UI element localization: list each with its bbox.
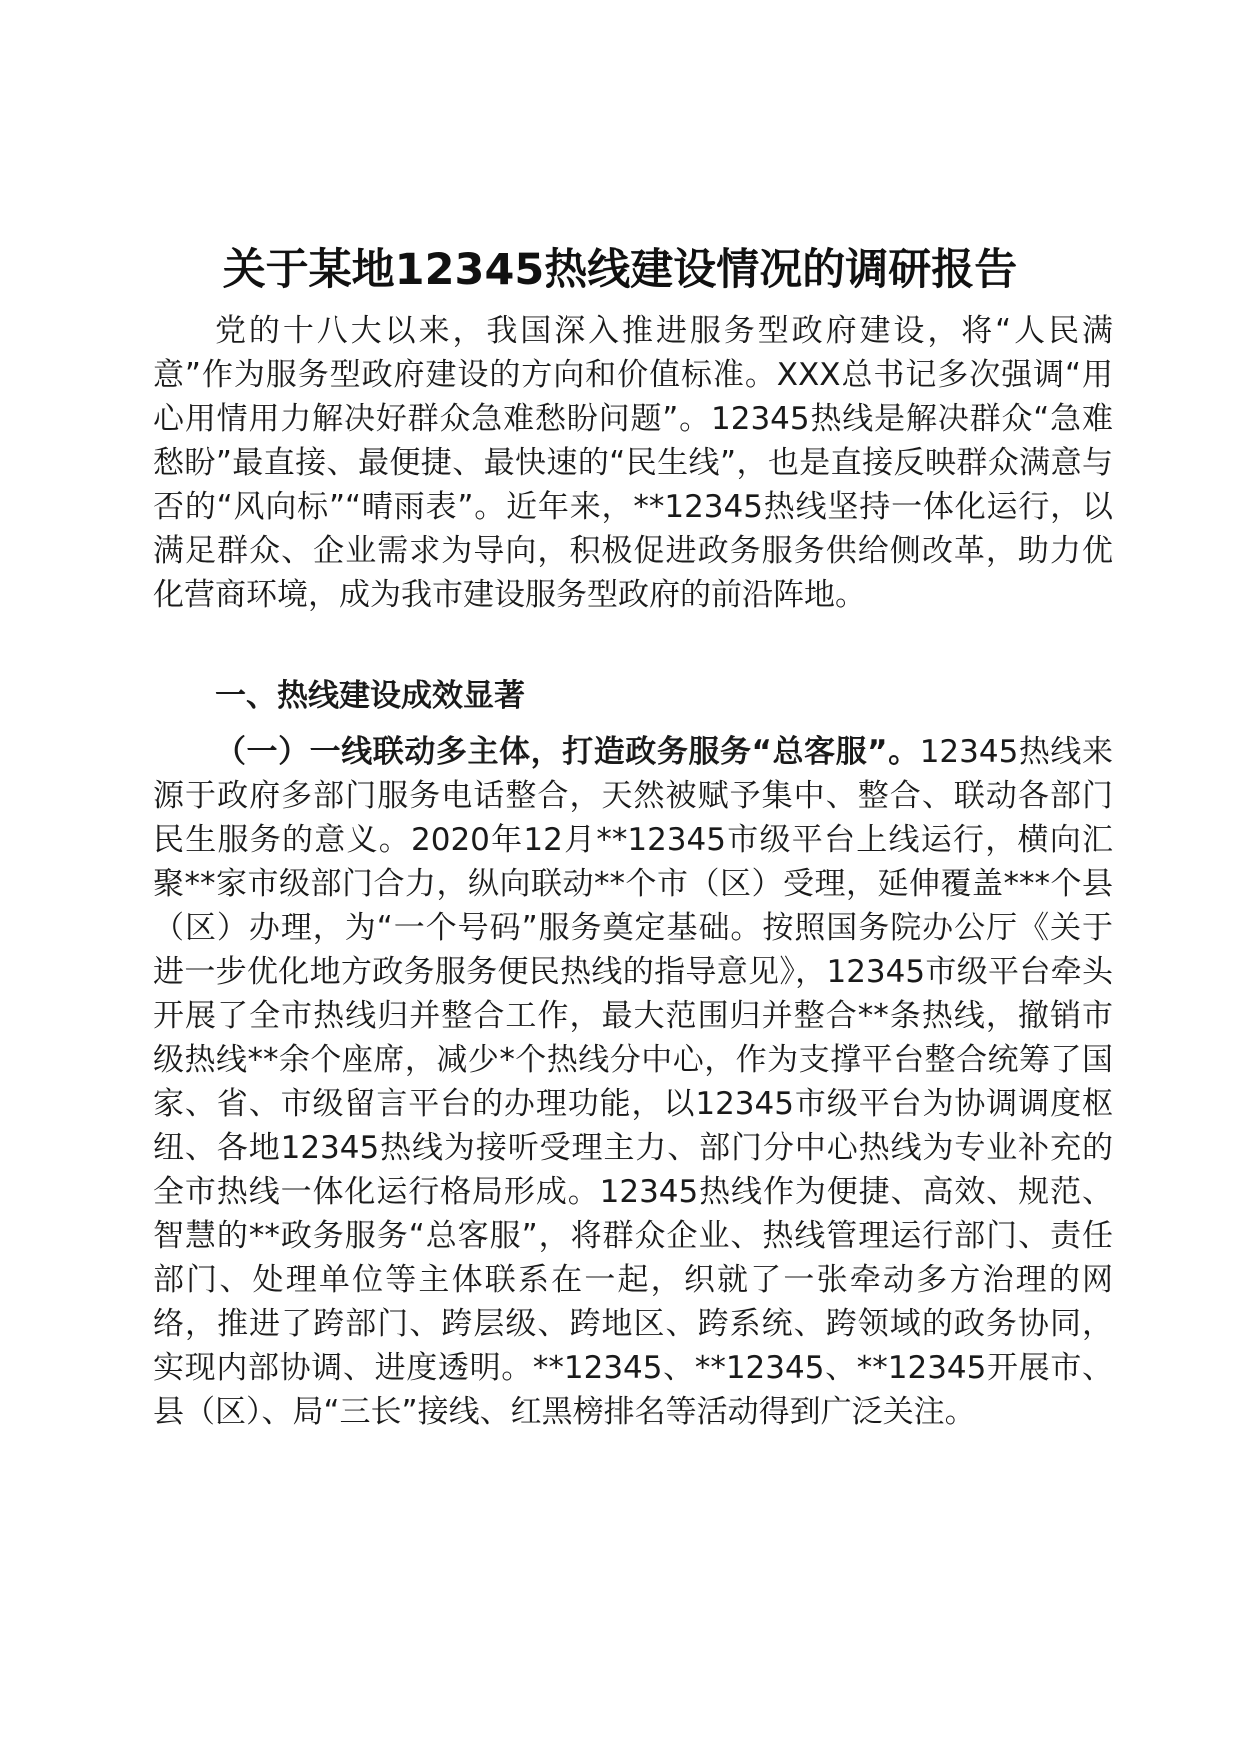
document-title: 关于某地12345热线建设情况的调研报告: [222, 245, 1018, 295]
subsection-lead-1: （一）一线联动多主体，打造政务服务“总客服”。: [215, 734, 920, 770]
subsection-paragraph-1: [153, 730, 1113, 1434]
section-heading-1: 一、热线建设成效显著: [215, 678, 525, 714]
intro-paragraph: 党的十八大以来，我国深入推进服务型政府建设，将“人民满意”作为服务型政府建设的方向和价值标准。XXX总书记多次强调“用心用情用力解决好群众急难愁盼问题”。12345热线是解决群众“急难愁盼”最直接、最便捷、最快速的“民生线”，也是直接反映群众满意与否的“风向标”“晴雨表”。近年来，**12345热线坚持一体化运行，以满足群众、企业需求为导向，积极促进政务服务供给侧改革，助力优化营商环境，成为我市建设服务型政府的前沿阵地。: [153, 313, 1113, 613]
subsection-body-1: 12345热线来源于政府多部门服务电话整合，天然被赋予集中、整合、联动各部门民生服务的意义。2020年12月**12345市级平台上线运行，横向汇聚**家市级部门合力，纵向联动**个市（区）受理，延伸覆盖***个县（区）办理，为“一个号码”服务奠定基础。按照国务院办公厅《关于进一步优化地方政务服务便民热线的指导意见》，12345市级平台牵头开展了全市热线归并整合工作，最大范围归并整合**条热线，撤销市级热线**余个座席，减少*个热线分中心，作为支撑平台整合统筹了国家、省、市级留言平台的办理功能，以12345市级平台为协调调度枢纽、各地12345热线为接听受理主力、部门分中心热线为专业补充的全市热线一体化运行格局形成。12345热线作为便捷、高效、规范、智慧的**政务服务“总客服”，将群众企业、热线管理运行部门、责任部门、处理单位等主体联系在一起，织就了一张牵动多方治理的网络，推进了跨部门、跨层级、跨地区、跨系统、跨领域的政务协同，实现内部协调、进度透明。**12345、**12345、**12345开展市、县（区）、局“三长”接线、红黑榜排名等活动得到广泛关注。: [153, 734, 1113, 1430]
